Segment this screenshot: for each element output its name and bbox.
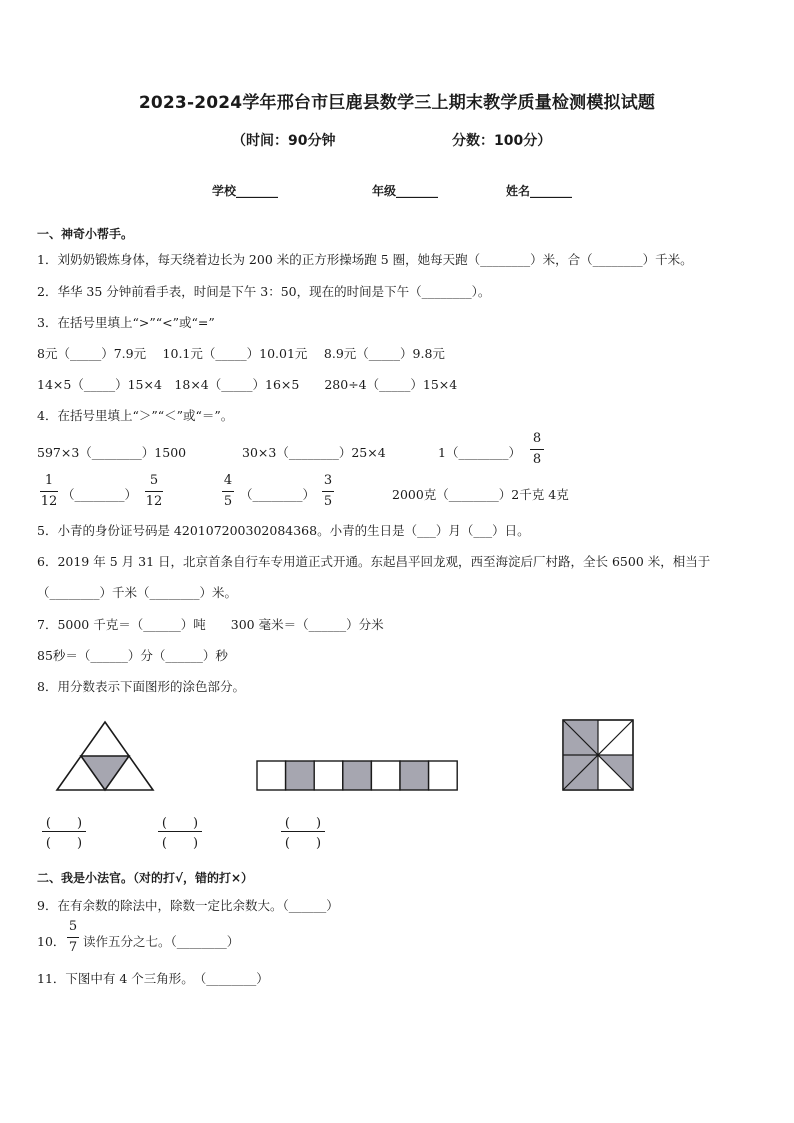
- question-4-d-blank: （________）: [62, 487, 138, 502]
- school-field[interactable]: 学校_______: [212, 184, 279, 198]
- question-7-line-2: 85秒＝（______）分（______）秒: [37, 648, 228, 663]
- fraction-numerator: 4: [223, 473, 233, 488]
- fraction-numerator: 5: [68, 919, 78, 934]
- fraction-8-8: [530, 430, 544, 469]
- section-two-heading: 二、我是小法官。（对的打√，错的打×）: [37, 871, 254, 885]
- fraction-5-7: [67, 918, 79, 957]
- fraction-bar: [145, 491, 163, 492]
- fraction-bar: [222, 491, 234, 492]
- fraction-bar: [40, 491, 58, 492]
- question-4-f: 2000克（________）2千克 4克: [392, 487, 569, 502]
- answer-numerator[interactable]: ( ): [161, 816, 199, 831]
- fraction-denominator: 5: [323, 494, 333, 509]
- strip-figure: [256, 760, 460, 792]
- answer-denominator[interactable]: ( ): [161, 836, 199, 851]
- fraction-numerator: 3: [323, 473, 333, 488]
- answer-denominator[interactable]: ( ): [45, 836, 83, 851]
- fraction-bar: [322, 491, 334, 492]
- fraction-3-5: [322, 472, 334, 511]
- fraction-numerator: 5: [149, 473, 159, 488]
- question-7-line-1: 7．5000 千克＝（______）吨 300 毫米＝（______）分米: [37, 617, 384, 632]
- fraction-numerator: 8: [532, 431, 542, 446]
- name-field[interactable]: 姓名_______: [506, 184, 573, 198]
- question-4-b: 30×3（________）25×4: [242, 445, 386, 460]
- fraction-denominator: 8: [532, 452, 542, 467]
- fraction-bar: [67, 937, 79, 938]
- fraction-5-12: [145, 472, 163, 511]
- fraction-4-5: [222, 472, 234, 511]
- question-3-row-2: 14×5（_____）15×4 18×4（_____）16×5 280÷4（_____）15×4: [37, 377, 458, 392]
- fraction-denominator: 12: [40, 494, 58, 509]
- fraction-1-12: [40, 472, 58, 511]
- square-figure: [562, 719, 634, 791]
- exam-title: 2023-2024学年邢台市巨鹿县数学三上期末教学质量检测模拟试题: [138, 93, 656, 113]
- section-one-heading: 一、神奇小帮手。: [37, 227, 134, 241]
- question-11: 11．下图中有 4 个三角形。 （________）: [37, 971, 269, 986]
- question-3: 3．在括号里填上“>”“<”或“=”: [37, 315, 215, 330]
- time-label: （时间：90分钟: [232, 133, 336, 149]
- answer-fraction-1[interactable]: [40, 812, 88, 851]
- triangle-figure: [55, 720, 155, 792]
- question-4-e-blank: （________）: [240, 487, 316, 502]
- answer-denominator[interactable]: ( ): [284, 836, 322, 851]
- fraction-denominator: 12: [145, 494, 163, 509]
- question-1: 1．刘奶奶锻炼身体，每天绕着边长为 200 米的正方形操场跑 5 圈，她每天跑（________）米，合（________）千米。: [37, 252, 693, 267]
- fraction-denominator: 5: [223, 494, 233, 509]
- score-label: 分数：100分）: [452, 133, 552, 149]
- question-10-text: 读作五分之七。（________）: [83, 934, 240, 949]
- question-8: 8．用分数表示下面图形的涂色部分。: [37, 679, 245, 694]
- fraction-denominator: 7: [68, 940, 78, 955]
- grade-field[interactable]: 年级_______: [372, 184, 439, 198]
- question-6-line-2: （________）千米（________）米。: [37, 585, 238, 600]
- answer-numerator[interactable]: ( ): [284, 816, 322, 831]
- question-4: 4．在括号里填上“＞”“＜”或“＝”。: [37, 408, 234, 423]
- answer-fraction-3[interactable]: [279, 812, 327, 851]
- question-5: 5．小青的身份证号码是 420107200302084368。小青的生日是（___）月（___）日。: [37, 523, 530, 538]
- question-3-row-1: 8元（_____）7.9元 10.1元（_____）10.01元 8.9元（_____）9.8元: [37, 346, 445, 361]
- question-10-number: 10．: [37, 934, 66, 949]
- fraction-bar: [530, 449, 544, 450]
- question-4-c: 1（________）: [438, 445, 521, 460]
- fraction-numerator: 1: [44, 473, 54, 488]
- question-9: 9．在有余数的除法中，除数一定比余数大。（______）: [37, 898, 339, 913]
- question-2: 2．华华 35 分钟前看手表，时间是下午 3：50，现在的时间是下午（________）。: [37, 284, 491, 299]
- answer-fraction-2[interactable]: [156, 812, 204, 851]
- question-4-a: 597×3（________）1500: [37, 445, 187, 460]
- question-6-line-1: 6．2019 年 5 月 31 日，北京首条自行车专用道正式开通。东起昌平回龙观，西至海淀后厂村路，全长 6500 米，相当于: [37, 554, 711, 569]
- answer-numerator[interactable]: ( ): [45, 816, 83, 831]
